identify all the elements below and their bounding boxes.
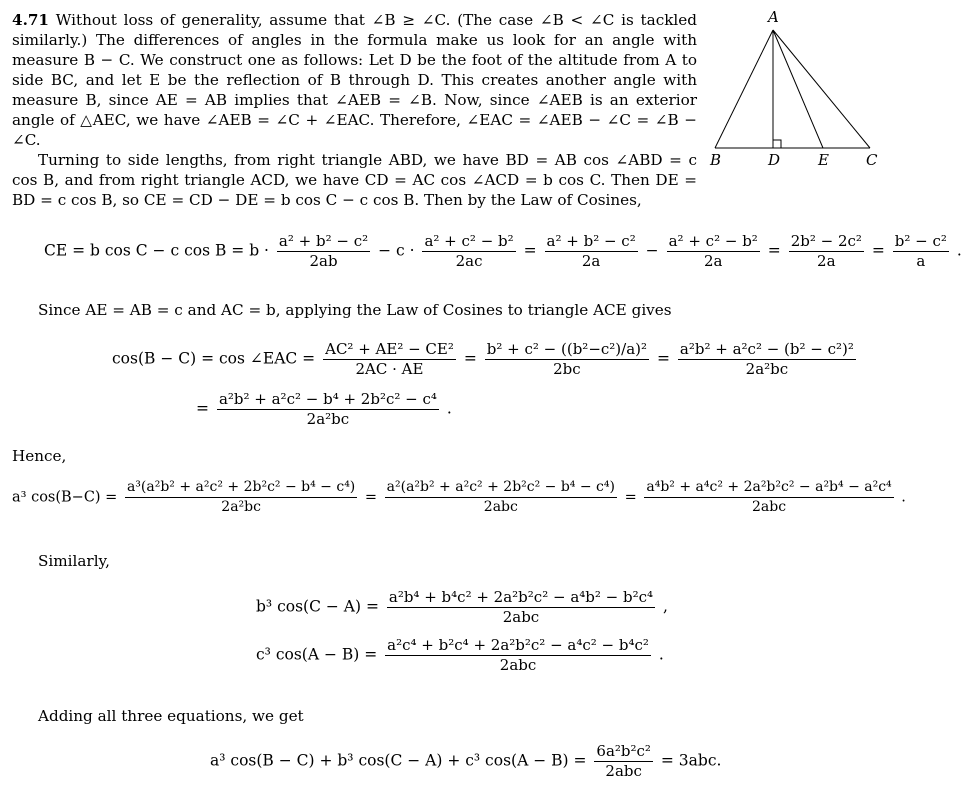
equals-sign: = bbox=[767, 241, 781, 260]
fraction: $\frac{\text{a² + c² − b²}}{2ac}$ bbox=[424, 232, 514, 270]
label-d: D bbox=[768, 151, 781, 169]
fraction: $\frac{\text{6a²b²c²}}{\text{2abc}}$ bbox=[596, 742, 651, 780]
segment-ae bbox=[773, 30, 823, 148]
minus-sign: − bbox=[645, 241, 659, 260]
paragraph-side-lengths bbox=[12, 150, 697, 210]
equation-cos-continued: = $\frac{\text{a²b² + a²c² − b⁴ + 2b²c² − c⁴}}{\text{2a²bc}}$ . bbox=[196, 390, 452, 428]
fraction: $\frac{\text{b² − c²}}{a}$ bbox=[894, 232, 947, 270]
paragraph-intro bbox=[12, 10, 697, 150]
equation-a-cubed: a³ cos(B−C) = $\frac{\text{a³(a²b² + a²c² + 2b²c² − b⁴ − c⁴)}}{\text{2a²bc}}$ = $\frac{\text{a²(a²b² + a²c² + 2b²c² − b⁴ − c⁴)}}{\text{2abc}}$ = $\frac{\text{a⁴b² + a⁴c² + 2a²b²c² − a²b⁴ − a²c⁴}}{\text{2abc}}$ . bbox=[12, 479, 906, 515]
equals-sign: = bbox=[523, 241, 537, 260]
hence-label: Hence, bbox=[12, 447, 67, 465]
equation-c-cubed: c³ cos(A − B) = $\frac{\text{a²c⁴ + b²c⁴ + 2a²b²c² − a⁴c² − b⁴c²}}{\text{2abc}}$ . bbox=[256, 636, 664, 674]
eq-ce-lead: CE = b cos C − c cos B = b · bbox=[44, 241, 269, 260]
paragraph-law-of-cosines-text: Since AE = AB = c and AC = b, applying the Law of Cosines to triangle ACE gives bbox=[38, 301, 672, 319]
fraction: $\frac{\text{2b² − 2c²}}{2a}$ bbox=[790, 232, 862, 270]
fraction: $\frac{\text{a³(a²b² + a²c² + 2b²c² − b⁴ − c⁴)}}{\text{2a²bc}}$ bbox=[126, 479, 356, 515]
segment-ac bbox=[773, 30, 870, 148]
fraction: $\frac{\text{a²c⁴ + b²c⁴ + 2a²b²c² − a⁴c² − b⁴c²}}{\text{2abc}}$ bbox=[387, 636, 649, 674]
paragraph-law-of-cosines bbox=[12, 300, 892, 320]
right-angle-mark bbox=[773, 140, 781, 148]
fraction: $\frac{\text{a² + c² − b²}}{2a}$ bbox=[668, 232, 758, 270]
label-e: E bbox=[818, 151, 829, 169]
fraction: $\frac{\text{a² + b² − c²}}{2ab}$ bbox=[278, 232, 369, 270]
equation-b-cubed: b³ cos(C − A) = $\frac{\text{a²b⁴ + b⁴c² + 2a²b²c² − a⁴b² − b²c⁴}}{\text{2abc}}$ , bbox=[256, 588, 668, 626]
equals-sign: = bbox=[871, 241, 885, 260]
problem-number: 4.71 bbox=[12, 11, 49, 29]
fraction: $\frac{\text{b² + c² − ((b²−c²)/a)²}}{2bc}$ bbox=[486, 340, 648, 378]
similarly-label: Similarly, bbox=[38, 552, 110, 570]
eq-ce-term: − c · bbox=[378, 241, 415, 260]
fraction: $\frac{\text{a² + b² − c²}}{2a}$ bbox=[546, 232, 636, 270]
segment-ab bbox=[715, 30, 773, 148]
triangle-figure bbox=[705, 8, 905, 178]
equation-final: a³ cos(B − C) + b³ cos(C − A) + c³ cos(A − B) = $\frac{\text{6a²b²c²}}{\text{2abc}}$ = 3abc. bbox=[210, 742, 722, 780]
label-a: A bbox=[768, 8, 779, 26]
label-c: C bbox=[866, 151, 878, 169]
adding-label: Adding all three equations, we get bbox=[38, 707, 304, 725]
equation-ce: CE = b cos C − c cos B = b · $\frac{\text{a² + b² − c²}}{2ab}$ − c · $\frac{\text{a² + c² − b²}}{2ac}$ = $\frac{\text{a² + b² − c²}}{2a}$ − $\frac{\text{a² + c² − b²}}{2a}$ = $\frac{\text{2b² − 2c²}}{2a}$ = $\frac{\text{b² − c²}}{a}$ . bbox=[44, 232, 962, 270]
paragraph-intro-text: Without loss of generality, assume that ∠B ≥ ∠C. (The case ∠B < ∠C is tackled similarly.) The differences of angles in the formula make us look for an angle with measure B − C. We construct one as follows: Let D be the foot of the altitude from A to side BC, and let E be the reflection of B through D. This creates another angle with measure B, since AE = AB implies that ∠AEB = ∠B. Now, since ∠AEB is an exterior angle of △AEC, we have ∠AEB = ∠C + ∠EAC. Therefore, ∠EAC = ∠AEB − ∠C = ∠B − ∠C. bbox=[12, 11, 697, 149]
label-b: B bbox=[710, 151, 722, 169]
paragraph-side-lengths-text: Turning to side lengths, from right triangle ABD, we have BD = AB cos ∠ABD = c cos B, and from right triangle ACD, we have CD = AC cos ∠ACD = b cos C. Then DE = BD = c cos B, so CE = CD − DE = b cos C − c cos B. Then by the Law of Cosines, bbox=[12, 151, 697, 209]
fraction: $\frac{\text{a²b² + a²c² − b⁴ + 2b²c² − c⁴}}{\text{2a²bc}}$ bbox=[218, 390, 437, 428]
fraction: $\frac{\text{a²b² + a²c² − (b² − c²)²}}{\text{2a²bc}}$ bbox=[679, 340, 854, 378]
equation-cos-b-minus-c: cos(B − C) = cos ∠EAC = $\frac{\text{AC² + AE² − CE²}}{2AC \cdot AE}$ = $\frac{\text{b² + c² − ((b²−c²)/a)²}}{2bc}$ = $\frac{\text{a²b² + a²c² − (b² − c²)²}}{\text{2a²bc}}$ bbox=[112, 340, 854, 378]
fraction: $\frac{\text{a⁴b² + a⁴c² + 2a²b²c² − a²b⁴ − a²c⁴}}{\text{2abc}}$ bbox=[646, 479, 892, 515]
fraction: $\frac{\text{AC² + AE² − CE²}}{2AC \cdot AE}$ bbox=[325, 340, 454, 378]
fraction: $\frac{\text{a²b⁴ + b⁴c² + 2a²b²c² − a⁴b² − b²c⁴}}{\text{2abc}}$ bbox=[388, 588, 654, 626]
fraction: $\frac{\text{a²(a²b² + a²c² + 2b²c² − b⁴ − c⁴)}}{\text{2abc}}$ bbox=[386, 479, 615, 515]
